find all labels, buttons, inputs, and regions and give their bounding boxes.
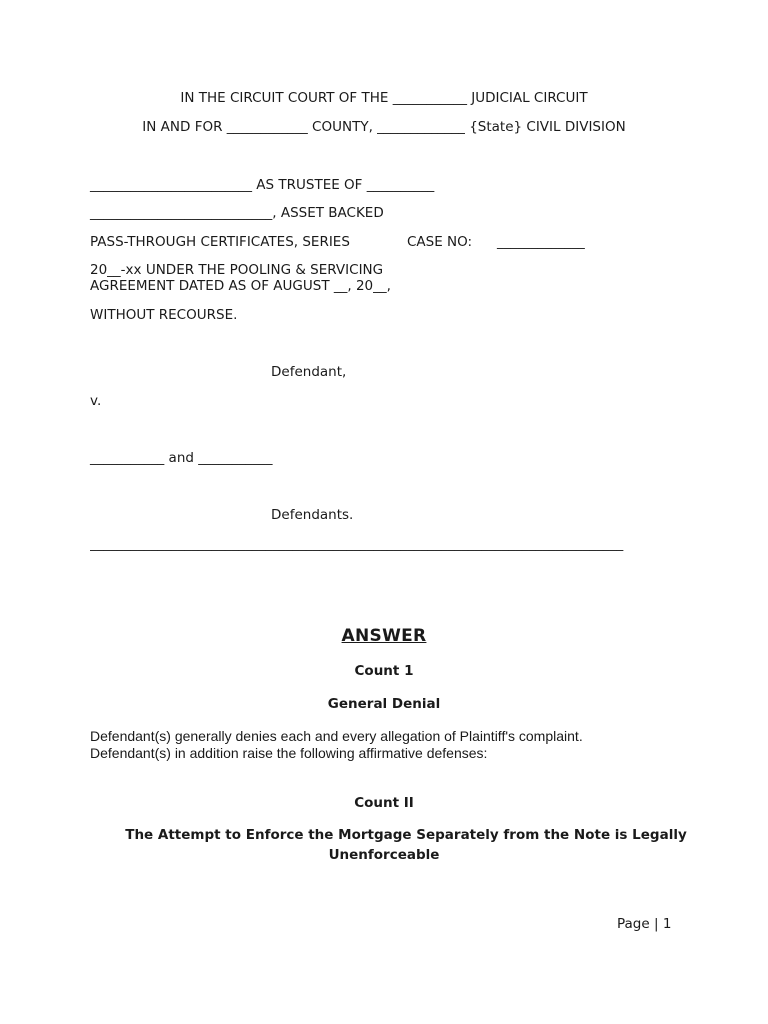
case-no-label: CASE NO: <box>407 234 473 250</box>
count1-label: Count 1 <box>354 663 414 679</box>
without-recourse-line: WITHOUT RECOURSE. <box>90 307 238 323</box>
pooling-line1: 20__-xx UNDER THE POOLING & SERVICING <box>90 262 384 278</box>
count2-heading-line1: The Attempt to Enforce the Mortgage Separately from the Note is Legally <box>125 827 687 843</box>
court-heading-line2: IN AND FOR ____________ COUNTY, _____________ {State} CIVIL DIVISION <box>142 119 626 135</box>
parties-line: ___________ and ___________ <box>90 450 273 466</box>
pooling-line2: AGREEMENT DATED AS OF AUGUST __, 20__, <box>90 278 391 294</box>
general-denial-para-line2: Defendant(s) in addition raise the following affirmative defenses: <box>90 745 488 761</box>
defendant-label: Defendant, <box>271 364 347 380</box>
pass-through-line: PASS-THROUGH CERTIFICATES, SERIES <box>90 234 350 250</box>
asset-backed-line: ___________________________, ASSET BACKED <box>90 205 384 221</box>
defendants-label: Defendants. <box>271 507 354 523</box>
court-heading-line1: IN THE CIRCUIT COURT OF THE ___________ JUDICIAL CIRCUIT <box>180 90 588 106</box>
trustee-line: ________________________ AS TRUSTEE OF __________ <box>90 177 435 193</box>
count2-label: Count II <box>354 795 414 811</box>
count2-heading-line2: Unenforceable <box>328 847 440 863</box>
caption-divider: _______________________________________________________________________________ <box>90 536 624 552</box>
count1-heading: General Denial <box>327 696 441 712</box>
page-number: Page | 1 <box>617 916 672 932</box>
case-no-value: _____________ <box>497 234 585 250</box>
answer-title: ANSWER <box>341 626 427 646</box>
versus-label: v. <box>90 393 102 409</box>
general-denial-para-line1: Defendant(s) generally denies each and every allegation of Plaintiff's complaint. <box>90 728 583 744</box>
